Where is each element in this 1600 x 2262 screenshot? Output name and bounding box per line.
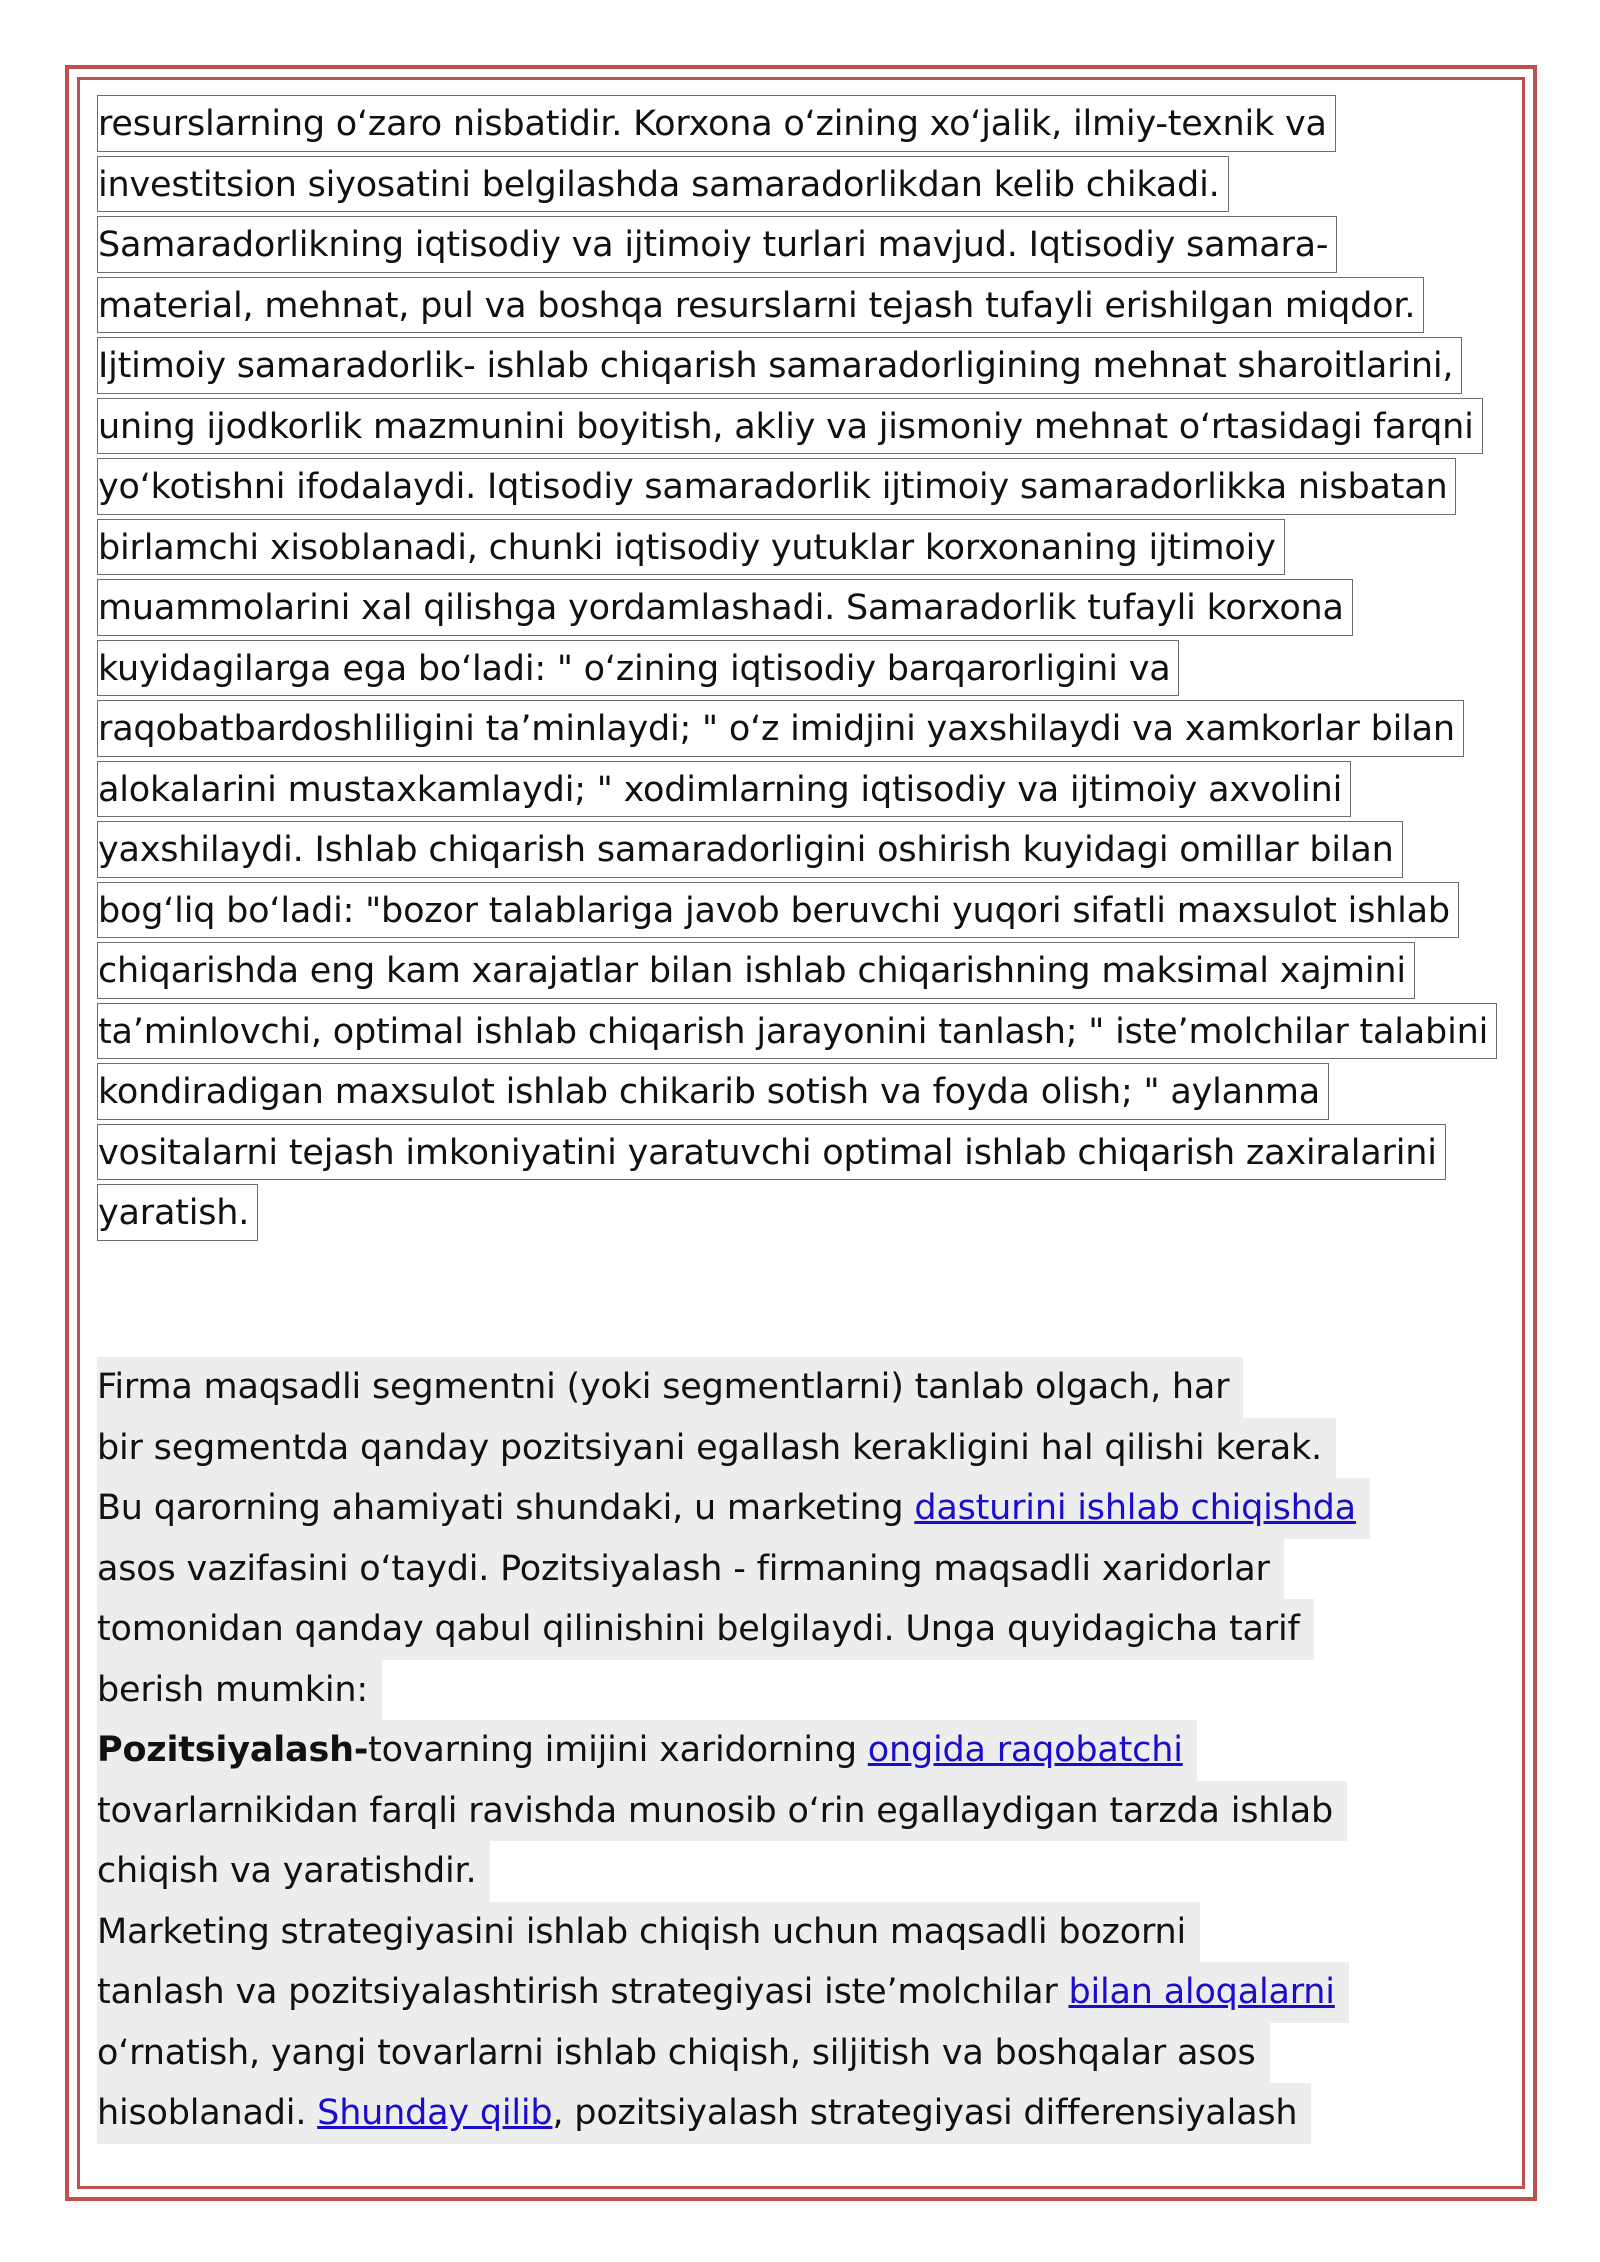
text-line (97, 1720, 1197, 1781)
text-run: berish mumkin: (97, 1669, 368, 1710)
text-line: alokalarini mustaxkamlaydi; " xodimlarning iqtisodiy va ijtimoiy axvolini (97, 761, 1351, 818)
text-line: chiqarishda eng kam xarajatlar bilan ishlab chiqarishning maksimal xajmini (97, 942, 1415, 999)
text-line: Ijtimoiy samaradorlik- ishlab chiqarish samaradorligining mehnat sharoitlarini, (97, 337, 1462, 394)
text-line (97, 1841, 490, 1902)
text-run: tanlash va pozitsiyalashtirish strategiyasi iste’molchilar (97, 1972, 1069, 2012)
text-line: material, mehnat, pul va boshqa resurslarni tejash tufayli erishilgan miqdor. (97, 277, 1424, 334)
text-line: bog‘liq bo‘ladi: "bozor talablariga javob beruvchi yuqori sifatli maxsulot ishlab (97, 882, 1459, 939)
text-line: kondiradigan maxsulot ishlab chikarib sotish va foyda olish; " aylanma (97, 1063, 1329, 1120)
text-line: ta’minlovchi, optimal ishlab chiqarish jarayonini tanlash; " iste’molchilar talabini (97, 1003, 1497, 1060)
text-line (97, 1418, 1336, 1479)
text-line (97, 1357, 1243, 1418)
text-line (97, 1478, 1370, 1539)
text-line: vositalarni tejash imkoniyatini yaratuvchi optimal ishlab chiqarish zaxiralarini (97, 1124, 1446, 1181)
text-run: tovarning imijini xaridorning (368, 1730, 868, 1770)
text-section-boxed (97, 95, 1517, 1245)
text-line: resurslarning o‘zaro nisbatidir. Korxona o‘zining xo‘jalik, ilmiy-texnik va (97, 95, 1336, 152)
text-line: investitsion siyosatini belgilashda samaradorlikdan kelib chikadi. (97, 156, 1229, 213)
text-line (97, 2083, 1311, 2144)
text-section-highlighted (97, 1357, 1517, 2144)
text-line: yaratish. (97, 1184, 258, 1241)
text-line: Samaradorlikning iqtisodiy va ijtimoiy turlari mavjud. Iqtisodiy samara- (97, 216, 1337, 273)
term-bold: Pozitsiyalash- (97, 1730, 369, 1770)
link-ongida-raqobatchi[interactable]: ongida raqobatchi (867, 1730, 1183, 1770)
text-line (97, 1902, 1200, 1963)
text-line: uning ijodkorlik mazmunini boyitish, akliy va jismoniy mehnat o‘rtasidagi farqni (97, 398, 1483, 455)
text-run: hisoblanadi. (97, 2093, 318, 2133)
text-line (97, 1962, 1349, 2023)
text-line: kuyidagilarga ega bo‘ladi: " o‘zining iqtisodiy barqarorligini va (97, 640, 1179, 697)
text-line (97, 1660, 382, 1721)
text-run: tomonidan qanday qabul qilinishini belgilaydi. Unga quyidagicha tarif (97, 1609, 1300, 1649)
text-line (97, 2023, 1270, 2084)
text-run: Bu qarorning ahamiyati shundaki, u marketing (97, 1488, 915, 1528)
text-run: o‘rnatish, yangi tovarlarni ishlab chiqish, siljitish va boshqalar asos (97, 2032, 1256, 2073)
text-line: yo‘kotishni ifodalaydi. Iqtisodiy samaradorlik ijtimoiy samaradorlikka nisbatan (97, 458, 1456, 515)
text-run: asos vazifasini o‘taydi. Pozitsiyalash - firmaning maqsadli xaridorlar (97, 1548, 1270, 1589)
text-run: Firma maqsadli segmentni (yoki segmentlarni) tanlab olgach, har (97, 1367, 1230, 1407)
text-run: chiqish va yaratishdir. (97, 1851, 477, 1891)
link-bilan-aloqalarni[interactable]: bilan aloqalarni (1068, 1972, 1335, 2012)
text-line: muammolarini xal qilishga yordamlashadi. Samaradorlik tufayli korxona (97, 579, 1353, 636)
text-line (97, 1539, 1284, 1600)
text-run: Marketing strategiyasini ishlab chiqish uchun maqsadli bozorni (97, 1911, 1187, 1952)
text-line (97, 1781, 1347, 1842)
link-shunday-qilib[interactable]: Shunday qilib (317, 2093, 553, 2133)
text-run: , pozitsiyalash strategiyasi differensiyalash (552, 2093, 1298, 2133)
text-run: bir segmentda qanday pozitsiyani egallash kerakligini hal qilishi kerak. (97, 1427, 1322, 1468)
text-run: tovarlarnikidan farqli ravishda munosib o‘rin egallaydigan tarzda ishlab (97, 1790, 1334, 1831)
text-line: raqobatbardoshliligini ta’minlaydi; " o‘z imidjini yaxshilaydi va xamkorlar bilan (97, 700, 1464, 757)
text-line (97, 1599, 1314, 1660)
link-dasturini-ishlab-chiqishda[interactable]: dasturini ishlab chiqishda (914, 1488, 1356, 1528)
text-line: yaxshilaydi. Ishlab chiqarish samaradorligini oshirish kuyidagi omillar bilan (97, 821, 1403, 878)
text-line: birlamchi xisoblanadi, chunki iqtisodiy yutuklar korxonaning ijtimoiy (97, 519, 1285, 576)
